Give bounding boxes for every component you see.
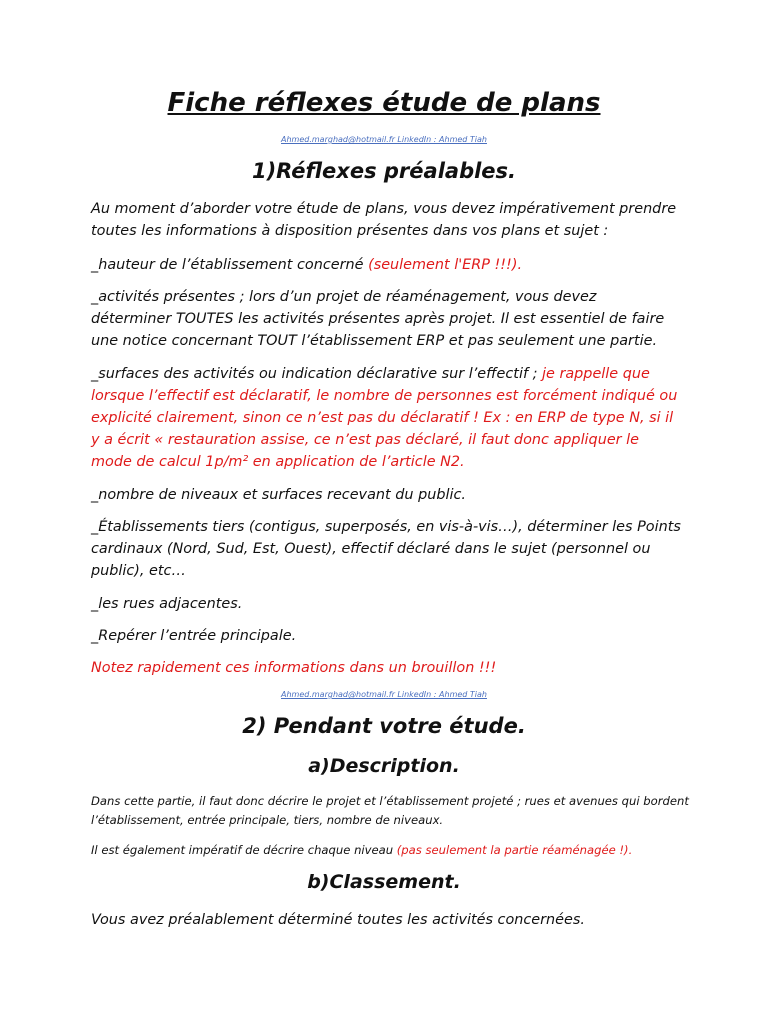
- note-draft: Notez rapidement ces informations dans un brouillon !!!: [91, 660, 497, 676]
- subsection-classement-heading: b)Classement.: [307, 871, 461, 893]
- description-paragraph-2: [91, 841, 691, 860]
- item-height-note: (seulement l'ERP !!!).: [368, 257, 523, 273]
- item-entrance: _Repérer l’entrée principale.: [91, 628, 297, 644]
- item-activities: _activités présentes ; lors d’un projet de réaménagement, vous devez déterminer TOUTES les activités présentes après projet. Il est essentiel de faire une notice concernant TOUT l’établissement ERP et pas seulement une partie.: [91, 289, 665, 349]
- section2-heading: 2) Pendant votre étude.: [242, 714, 526, 738]
- item-height-text: _hauteur de l’établissement concerné: [91, 257, 369, 273]
- section1-heading: 1)Réflexes préalables.: [251, 159, 517, 183]
- description-paragraph-2-text: Il est également impératif de décrire chaque niveau: [91, 843, 397, 857]
- item-third-parties: _Établissements tiers (contigus, superposés, en vis-à-vis…), déterminer les Points cardinaux (Nord, Sud, Est, Ouest), effectif déclaré dans le sujet (personnel ou public), etc…: [91, 519, 681, 579]
- item-height: [91, 254, 681, 276]
- classement-paragraph: Vous avez préalablement déterminé toutes les activités concernées.: [91, 912, 585, 928]
- contact-link-bottom[interactable]: Ahmed.marghad@hotmail.fr LinkedIn : Ahmed Tiah: [281, 690, 487, 699]
- section1-intro: Au moment d’aborder votre étude de plans, vous devez impérativement prendre toutes les informations à disposition présentes dans vos plans et sujet :: [91, 201, 677, 239]
- item-surfaces: [91, 363, 681, 473]
- document-title: Fiche réflexes étude de plans: [167, 88, 601, 118]
- item-surfaces-note: je rappelle que lorsque l’effectif est déclaratif, le nombre de personnes est forcément indiqué ou explicité clairement, sinon ce n’est pas du déclaratif ! Ex : en ERP de type N, si il y a écrit « restauration assise, ce n’est pas déclaré, il faut donc appliquer le mode de calcul 1p/m² en application de l’article N2.: [91, 366, 678, 470]
- description-paragraph-2-note: (pas seulement la partie réaménagée !).: [396, 843, 633, 857]
- item-levels: _nombre de niveaux et surfaces recevant du public.: [91, 487, 466, 503]
- description-paragraph-1: Dans cette partie, il faut donc décrire le projet et l’établissement projeté ; rues et avenues qui bordent l’établissement, entrée principale, tiers, nombre de niveaux.: [91, 794, 689, 827]
- contact-link-top[interactable]: Ahmed.marghad@hotmail.fr LinkedIn : Ahmed Tiah: [281, 135, 487, 144]
- item-streets: _les rues adjacentes.: [91, 596, 243, 612]
- item-surfaces-text: _surfaces des activités ou indication déclarative sur l’effectif ;: [91, 366, 543, 382]
- subsection-description-heading: a)Description.: [308, 755, 460, 777]
